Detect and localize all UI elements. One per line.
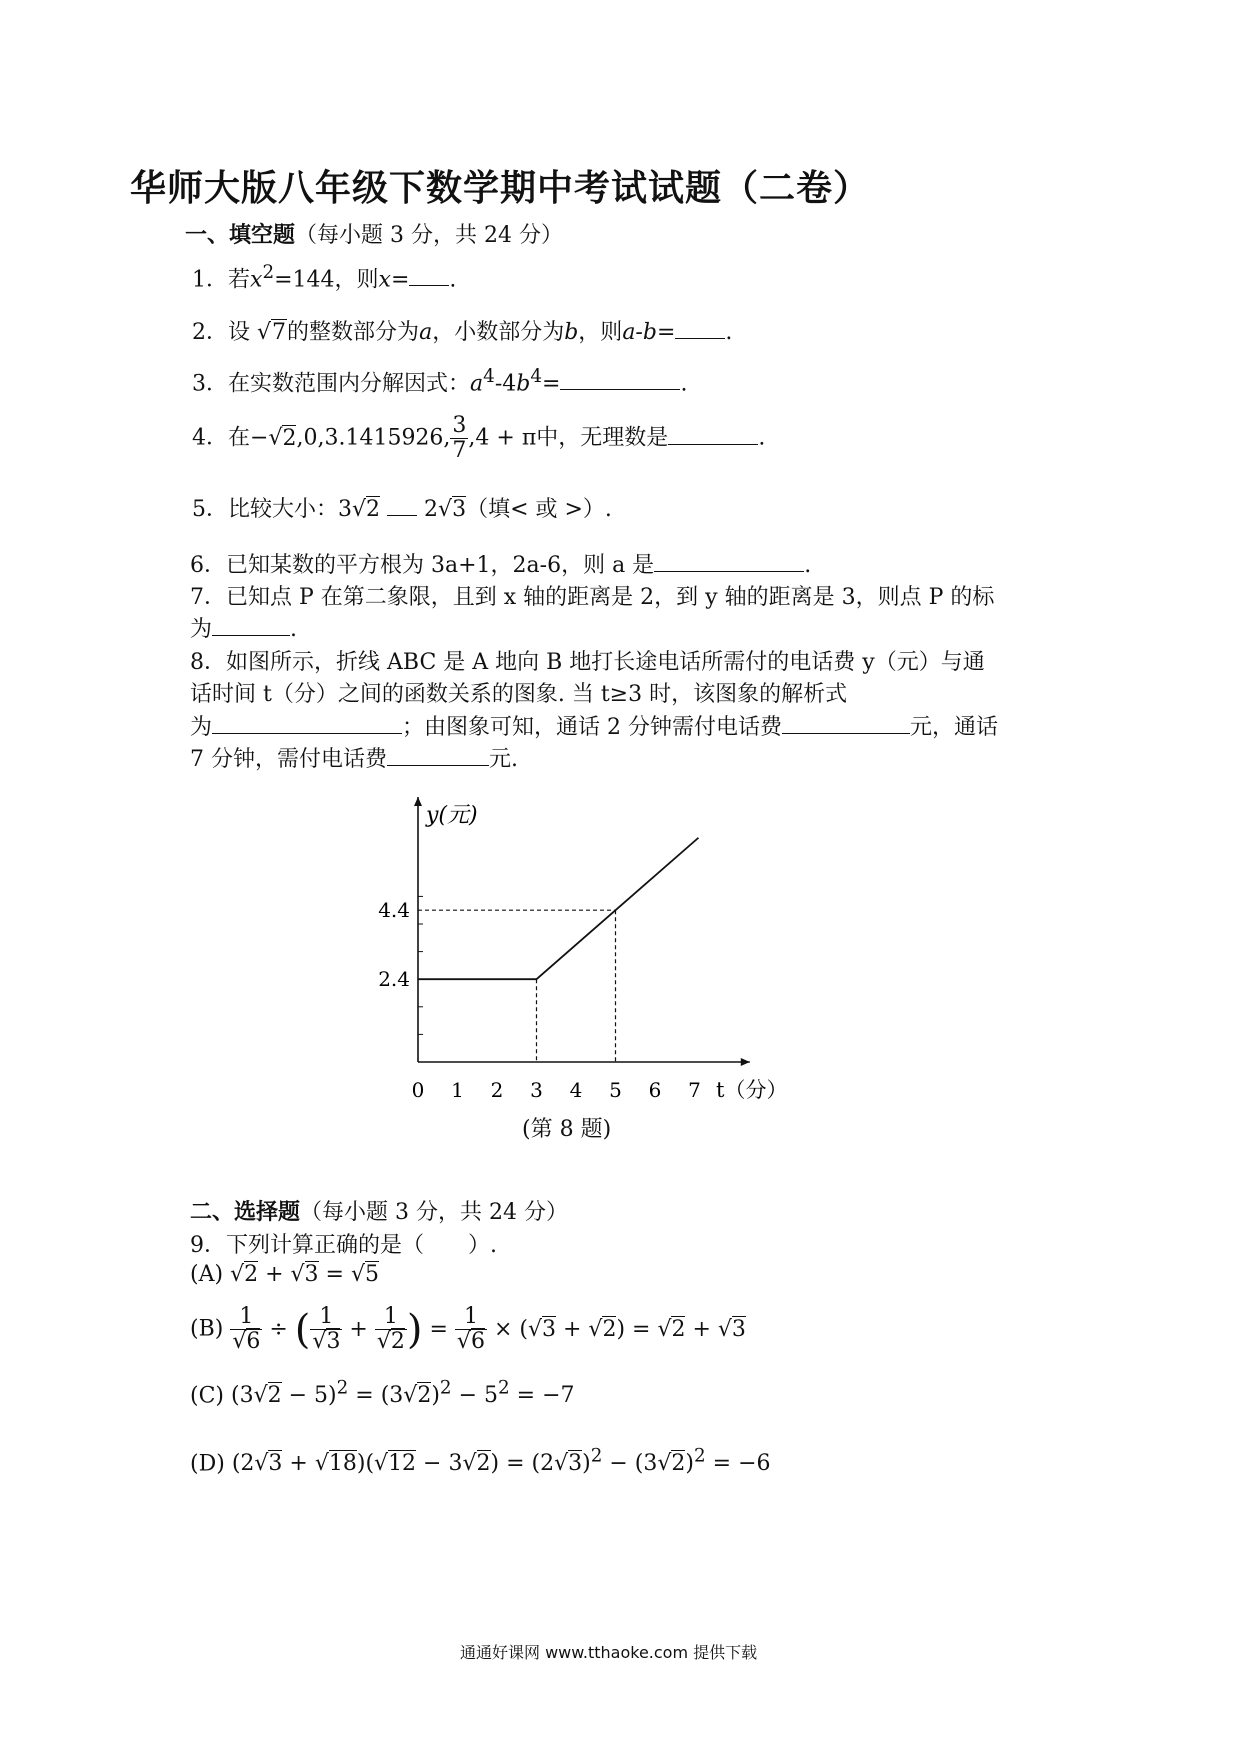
option-d[interactable]: [190, 1446, 771, 1476]
question-5: 5．比较大小：3√2 2√3（填< 或 >）.: [192, 492, 612, 523]
q1-mid: =144，则: [274, 267, 379, 293]
q3-text: 在实数范围内分解因式：: [228, 371, 471, 397]
section-2-label: 二、选择题: [190, 1200, 301, 1225]
q4-number: 4．: [192, 425, 228, 451]
question-3: [192, 366, 687, 397]
q8-blank-7min[interactable]: [387, 743, 489, 766]
section-1-label: 一、填空题: [185, 223, 296, 248]
q4-frac-den: 7: [452, 438, 467, 464]
q6-text: 已知某数的平方根为 3a+1，2a-6，则 a 是: [226, 553, 655, 578]
figure-caption: (第 8 题): [522, 1117, 612, 1142]
x-tick-label: 2: [490, 1078, 504, 1102]
q5-rad-b: 3: [452, 497, 467, 522]
q4-pre: 在: [228, 425, 251, 451]
option-a-expr: √2 + √3 = √5: [230, 1262, 379, 1287]
section-1-header: [185, 218, 563, 249]
q2-mid: 的整数部分为: [287, 320, 420, 345]
q5-coef-a: 3: [338, 497, 353, 522]
q8-line4b: 元.: [489, 747, 518, 772]
q4-list: 0,3.1415926,: [303, 425, 451, 451]
q2-expr: a-b: [622, 320, 657, 345]
q3-end: .: [680, 371, 688, 397]
q5-number: 5．: [192, 497, 228, 522]
q8-line4a: 7 分钟，需付电话费: [190, 747, 387, 772]
q3-exp-a: 4: [483, 366, 495, 387]
x-axis-label: t（分）: [716, 1078, 788, 1102]
option-b-expr: $\frac{1}{√6}$ ÷ ( $\frac{1}{√3}$ + $\frac{1}{√2}$ ) = $\frac{1}{√6}$ × (√3 + √2) = √2 + √3: [232, 1304, 746, 1355]
question-8-line-1: 8．如图所示，折线 ABC 是 A 地向 B 地打长途电话所需付的电话费 y（元）与通: [190, 650, 985, 675]
x-tick-label: 5: [609, 1078, 622, 1102]
question-9: 9．下列计算正确的是（ ）.: [190, 1233, 497, 1258]
q2-number: 2．: [192, 320, 228, 345]
q4-tail: ,4 + π: [468, 425, 537, 451]
option-b-label: (B): [190, 1316, 224, 1342]
option-b[interactable]: [190, 1305, 746, 1354]
q8-line3a: 为: [190, 715, 213, 740]
section-1-note: （每小题 3 分，共 24 分）: [295, 223, 563, 248]
q2-mid3: ，则: [578, 320, 623, 345]
q4-minus-sqrt2: −√2,: [250, 425, 304, 451]
q4-frac-num: 3: [452, 413, 467, 438]
x-tick-label: 7: [688, 1078, 701, 1102]
q1-answer-blank[interactable]: [409, 263, 449, 286]
question-1: 1．若$x^2=144$，则x= .: [192, 262, 457, 293]
q3-number: 3．: [192, 371, 228, 397]
question-6: [190, 548, 811, 579]
q2-end: .: [725, 320, 733, 345]
q2-answer-blank[interactable]: [675, 316, 725, 339]
q2-post: =: [656, 320, 676, 345]
y-axis-arrow: [414, 797, 422, 806]
q3-post: =: [542, 371, 561, 397]
q8-blank-2min[interactable]: [782, 711, 910, 734]
q4-fraction: [450, 414, 468, 463]
q2-radicand: 7: [272, 320, 287, 345]
option-a[interactable]: [190, 1262, 379, 1287]
q2-mid2: ，小数部分为: [432, 320, 565, 345]
option-d-label: (D): [190, 1451, 225, 1477]
q5-coef-b: 2: [424, 497, 439, 522]
q1-post: =: [390, 267, 410, 293]
question-8-line-4: [190, 742, 518, 773]
phone-fee-chart: [360, 770, 880, 1120]
q7-end: .: [290, 617, 298, 642]
q8-blank-formula[interactable]: [212, 711, 402, 734]
q2-pre: 设: [228, 320, 251, 345]
option-d-expr: $(2√3 + √18)(√12 - 3√2) = (2√3)^2 - (3√2)^2 = -6$: [231, 1446, 771, 1477]
q2-sqrt: √7: [257, 320, 287, 345]
footer-credit: 通通好课网 www.tthaoke.com 提供下载: [460, 1643, 758, 1662]
q1-pre: 若: [228, 267, 251, 293]
x-tick-label: 6: [648, 1078, 662, 1102]
question-8-line-2: 话时间 t（分）之间的函数关系的图象. 当 t≥3 时，该图象的解析式: [190, 682, 848, 707]
x-tick-label: 0: [411, 1078, 425, 1102]
option-c-label: (C): [190, 1383, 224, 1409]
question-2: 2．设 √7的整数部分为a，小数部分为b，则a-b= .: [192, 315, 732, 346]
q6-end: .: [804, 553, 812, 578]
question-4: [192, 414, 765, 463]
page-title: 华师大版八年级下数学期中考试试题（二卷）: [129, 168, 870, 209]
q4-mid: 中，无理数是: [536, 425, 669, 451]
q4-answer-blank[interactable]: [668, 422, 758, 445]
q8-line3b: ；由图象可知，通话 2 分钟需付电话费: [402, 715, 783, 740]
q5-answer-blank[interactable]: [387, 493, 417, 516]
x-axis-arrow: [741, 1058, 750, 1066]
q6-answer-blank[interactable]: [654, 549, 804, 572]
q3-a: a: [470, 371, 484, 397]
question-7-line-2: [190, 612, 297, 643]
option-c-expr: $(3√2 - 5)^2 = (3√2)^2 - 5^2 = -7$: [231, 1378, 575, 1409]
x-tick-label: 3: [530, 1078, 543, 1102]
option-c[interactable]: [190, 1378, 575, 1408]
q5-pre: 比较大小：: [228, 497, 339, 522]
option-a-label: (A): [190, 1262, 224, 1287]
q3-exp-b: 4: [530, 366, 543, 387]
q1-number: 1．: [192, 267, 228, 293]
q8-line3c: 元，通话: [910, 715, 999, 740]
q5-post: （填< 或 >）.: [466, 497, 612, 522]
q3-minus: -4: [494, 371, 517, 397]
q7-line2: 为: [190, 617, 213, 642]
section-2-header: [190, 1195, 568, 1226]
q1-end: .: [449, 267, 457, 293]
question-8-line-3: [190, 710, 998, 741]
section-2-note: （每小题 3 分，共 24 分）: [300, 1200, 568, 1225]
q7-answer-blank[interactable]: [212, 613, 290, 636]
x-tick-label: 1: [451, 1078, 464, 1102]
q3-b: b: [516, 371, 531, 397]
question-7-line-1: 7．已知点 P 在第二象限，且到 x 轴的距离是 2，到 y 轴的距离是 3，则点 P 的标: [190, 585, 995, 610]
x-tick-label: 4: [569, 1078, 583, 1102]
q6-number: 6．: [190, 553, 226, 578]
q3-answer-blank[interactable]: [560, 367, 680, 390]
y-tick-label: 4.4: [378, 898, 410, 923]
q4-end: .: [758, 425, 766, 451]
q5-rad-a: 2: [366, 497, 381, 522]
series-line: [418, 838, 698, 979]
y-tick-label: 2.4: [378, 967, 410, 992]
y-axis-label: y(元): [426, 803, 478, 828]
